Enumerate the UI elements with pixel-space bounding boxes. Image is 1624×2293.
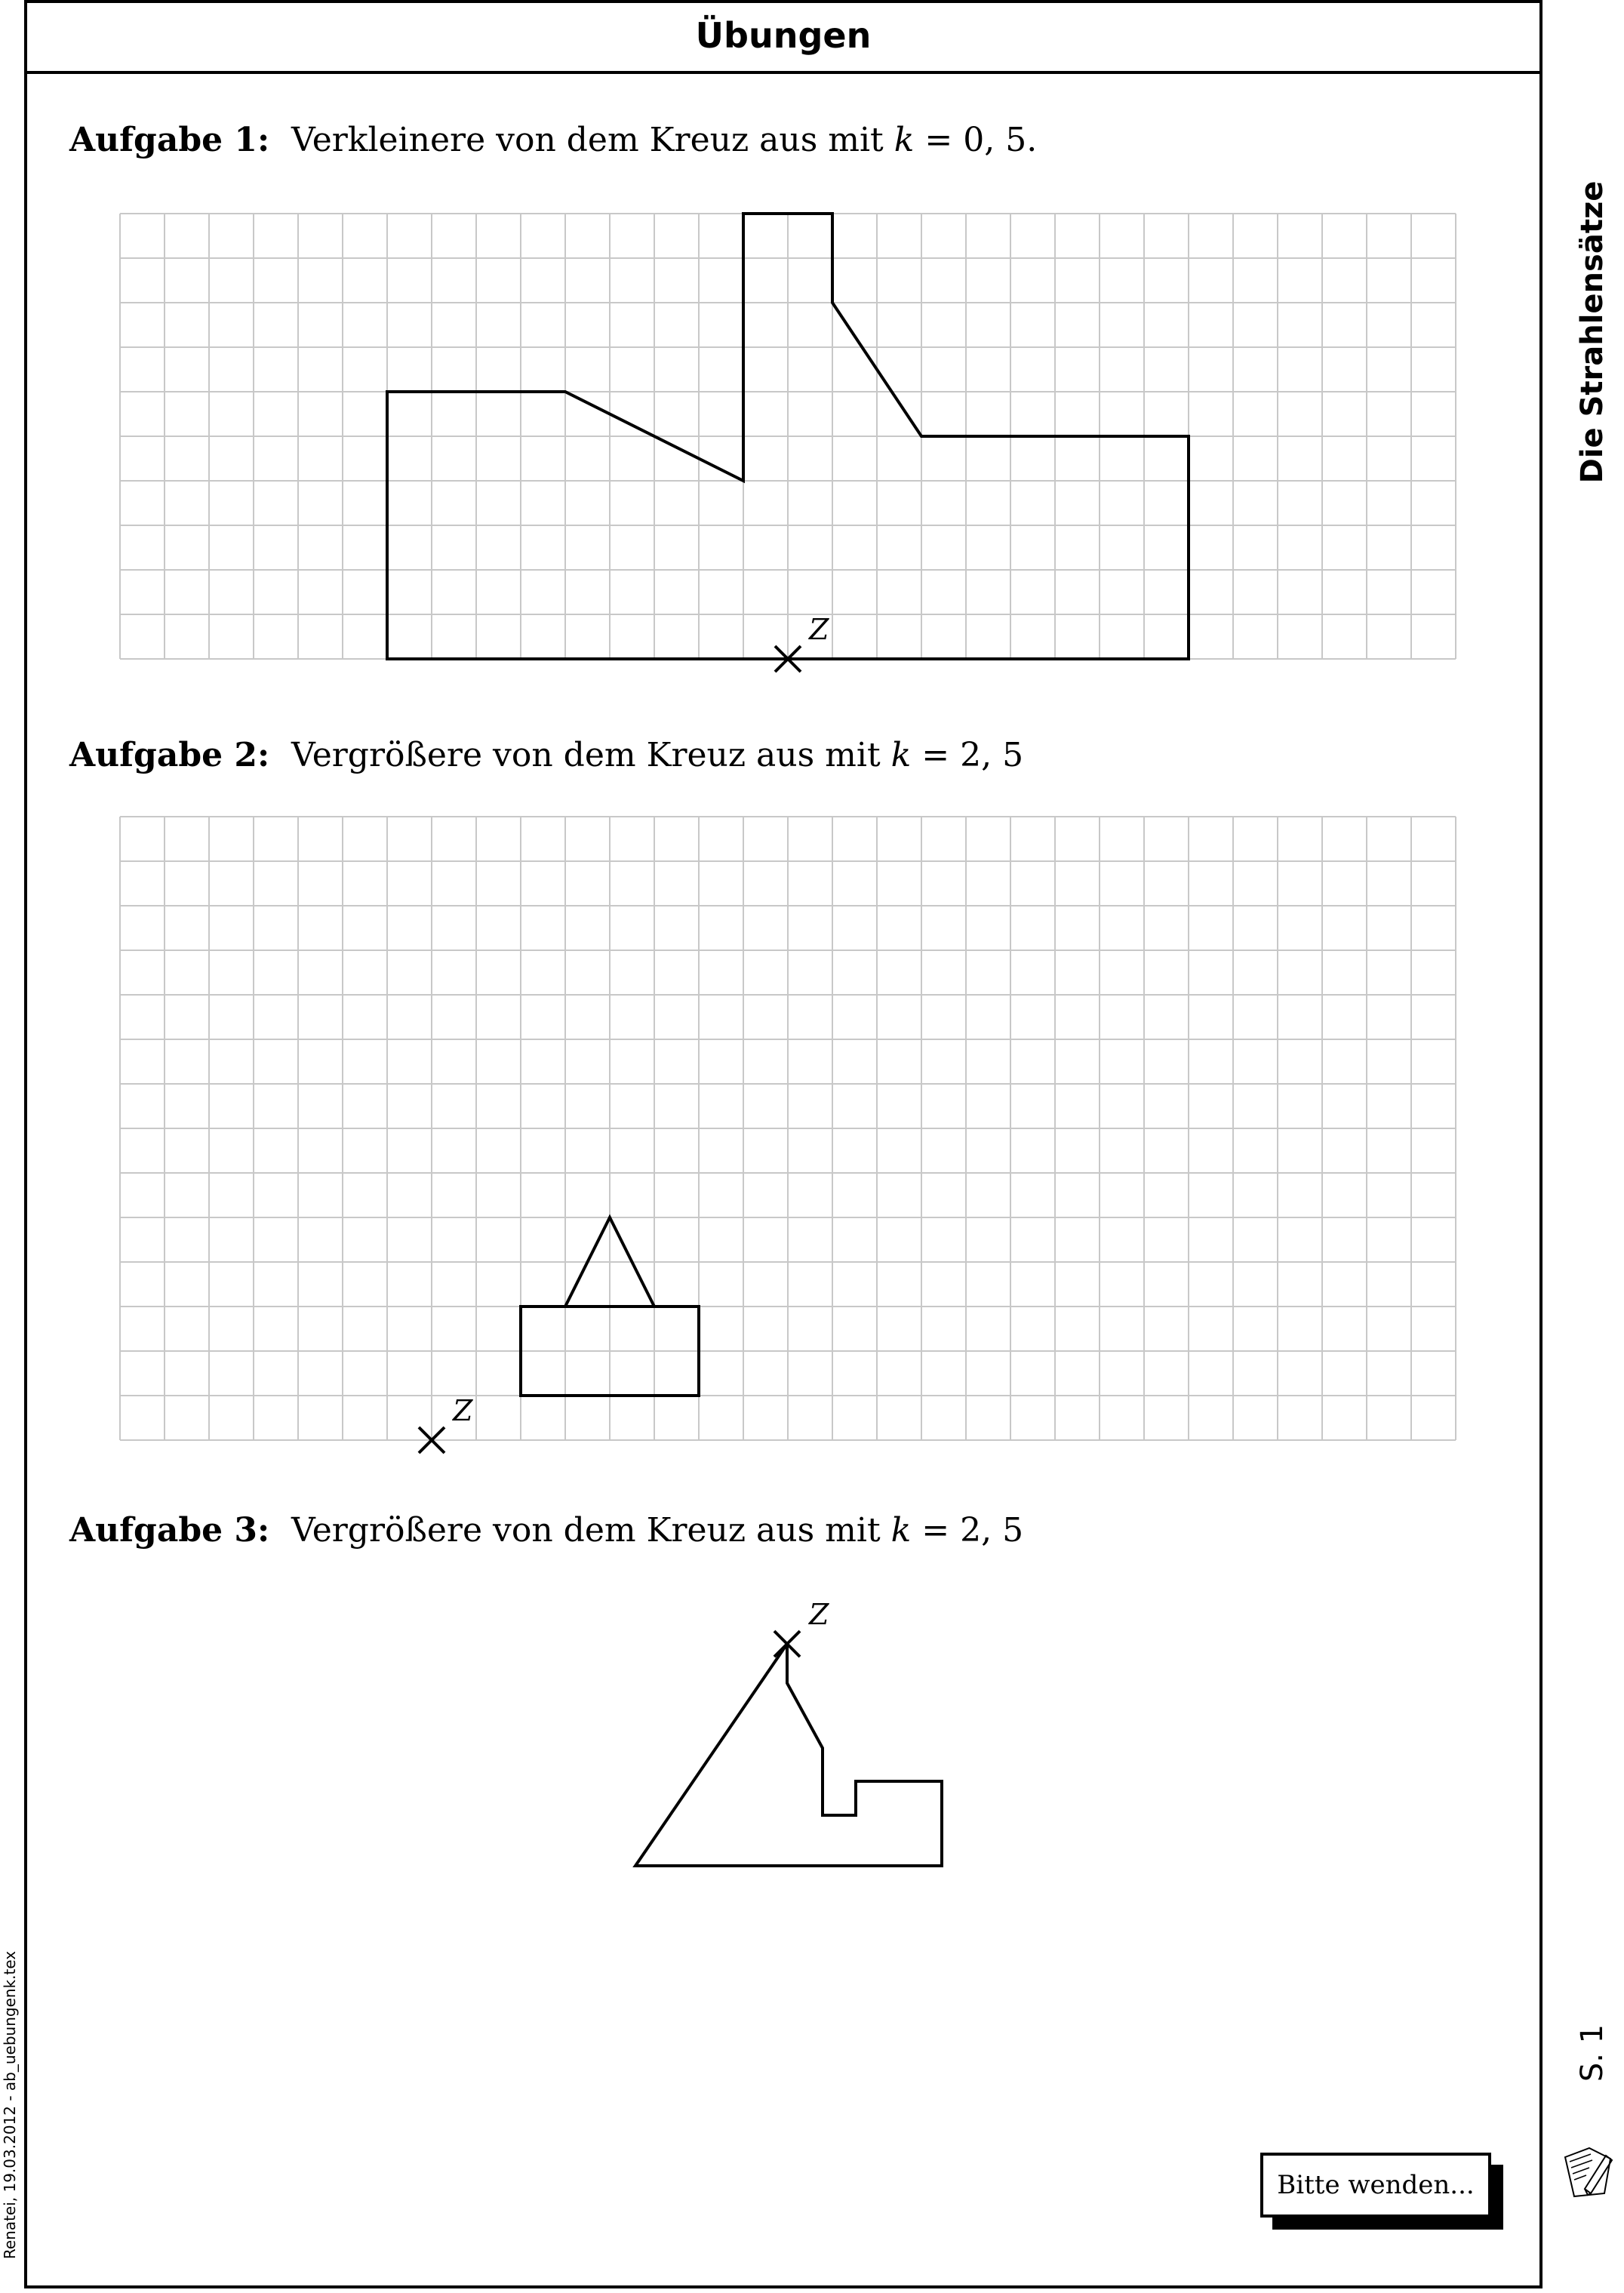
- center-label: Z: [453, 1394, 473, 1427]
- side-title: [1575, 180, 1610, 484]
- turn-page-label: Bitte wenden...: [1277, 2170, 1475, 2200]
- task-eq: = 2, 5: [911, 1511, 1024, 1550]
- page-number-text: S. 1: [1575, 2024, 1610, 2082]
- task-k: k: [894, 121, 915, 159]
- task-eq: = 2, 5: [911, 736, 1024, 774]
- task-label: Aufgabe 2:: [69, 736, 270, 774]
- figure-3-shape: [635, 1644, 942, 1866]
- task-text: Vergrößere von dem Kreuz aus mit: [291, 1511, 891, 1550]
- center-label: Z: [809, 613, 829, 646]
- source-footer-text: Renatei, 19.03.2012 - ab_uebungenk.tex: [1, 1950, 19, 2260]
- task-label: Aufgabe 1:: [69, 121, 270, 159]
- page-title: Übungen: [695, 15, 872, 56]
- task-text: Verkleinere von dem Kreuz aus mit: [291, 121, 894, 159]
- side-title-text: Die Strahlensätze: [1575, 180, 1610, 484]
- center-label: Z: [809, 1598, 829, 1631]
- notebook-pencil-icon: [1559, 2141, 1616, 2201]
- source-footer: [0, 1917, 20, 2293]
- task-text: Vergrößere von dem Kreuz aus mit: [291, 736, 891, 774]
- task-label: Aufgabe 3:: [69, 1511, 270, 1550]
- task-k: k: [890, 1511, 912, 1550]
- page-number: [1575, 2008, 1610, 2098]
- task-eq: = 0, 5.: [914, 121, 1038, 159]
- turn-page-box: [1260, 2153, 1491, 2218]
- task-k: k: [890, 736, 912, 774]
